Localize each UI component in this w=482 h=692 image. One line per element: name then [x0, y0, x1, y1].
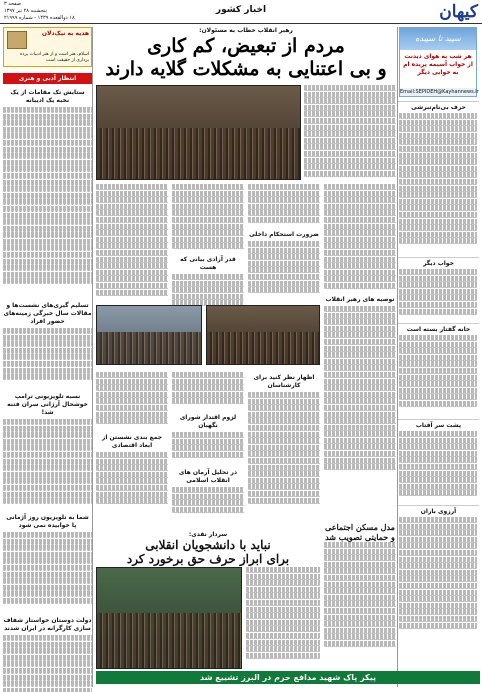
lead-text	[304, 85, 396, 180]
left-head-1: ستایش تک مقامات از یک نخبه یک ادیبانه	[10, 89, 85, 104]
text-col-1	[324, 184, 396, 481]
text-col-7	[96, 372, 168, 512]
social-housing-story	[324, 522, 396, 652]
photo-students[interactable]	[96, 567, 242, 669]
main-kicker: رهبر انقلاب خطاب به مسئولان:	[199, 27, 293, 34]
naqdi-text	[246, 567, 320, 667]
text-col-2	[248, 184, 320, 301]
sub-6: در تحلیل آرمان های انقلاب اسلامی	[178, 469, 238, 484]
page-header	[0, 0, 482, 24]
sepid-email[interactable]: Email:SEPIDEH@Kayhannews.ir	[400, 89, 479, 95]
naqdi-kicker: سردار نقدی:	[188, 531, 228, 538]
date-line-2: ۱۸ ذوالقعده ۱۴۳۹ - شماره ۲۱۹۹۹	[4, 15, 75, 21]
left-column	[3, 27, 93, 687]
gift-box-caption: اسلام، هنر است و از هنر ادبیات پرده برداری از حقیقت است	[20, 52, 89, 63]
gift-box	[3, 27, 92, 67]
text-col-4	[96, 184, 168, 302]
sepid-poem: هر شب به هوای دیدنت از خواب آسیمه پریده ام به خوابی دیگر	[403, 53, 473, 76]
social-housing-headline: مدل مسکن اجتماعی و حمایتی تصویب شد	[325, 522, 395, 542]
gift-box-title: هدیه به نیک‌دلان	[41, 30, 89, 37]
right-column	[397, 27, 479, 687]
naqdi-headline-2: برای ابراز حرف حق برخورد کرد	[126, 552, 290, 566]
sepid-title: سپید تا سپیده	[400, 28, 476, 50]
date-line-1: پنجشنبه ۲۸ تیر ۱۳۹۷	[4, 8, 47, 14]
naqdi-story	[96, 531, 320, 566]
page-number: صفحه ۳	[4, 1, 21, 7]
left-text-5	[3, 635, 92, 692]
date-block	[4, 1, 124, 22]
right-head-5: آرزوی باران	[398, 505, 479, 515]
newspaper-logo[interactable]: کیهان	[439, 2, 478, 22]
right-text-5	[399, 517, 477, 637]
text-col-3	[172, 184, 244, 314]
sub-3: قدر آزادی بیانی که هست	[180, 256, 236, 271]
main-photo-leader-meeting[interactable]	[96, 85, 301, 180]
right-head-4: پشت سر آفتاب	[398, 419, 479, 429]
sub-4: اظهار نظر کنید برای کارشناسان	[253, 374, 315, 389]
naqdi-headline-1: نباید با دانشجویان انقلابی	[145, 538, 271, 552]
photo-officials-1[interactable]	[96, 305, 202, 365]
left-head-4: شما به تلویزیون روز آژمانی پا خوابیده نمی شود	[6, 514, 89, 529]
left-text-3	[3, 419, 92, 509]
gift-box-image	[7, 31, 27, 49]
left-head-3: نسبه تلویزیونی ترامپ خوشحال آرژانی سران فتنه شد!	[7, 393, 88, 416]
text-col-6	[172, 372, 244, 517]
text-col-5	[248, 372, 320, 512]
left-text-2	[3, 328, 92, 388]
main-headline-line-2: و بی اعتنایی به مشکلات گلایه دارند	[105, 58, 387, 80]
sub-5: لزوم اقتدار شورای نگهبان	[179, 414, 237, 429]
section-title: اخبار کشور	[215, 5, 267, 15]
right-head-2: خواب دیگر	[398, 257, 479, 267]
right-text-1	[399, 113, 477, 253]
sepid-box	[399, 27, 477, 97]
left-red-heading: انتظار آدبی و هنری	[3, 73, 92, 84]
left-text-1	[3, 107, 92, 297]
main-headline-line-1: مردم از تبعیض، کم کاری	[147, 35, 345, 57]
bottom-banner: پیکر پاک شهید مدافع حرم در البرز تشییع شد	[96, 671, 480, 684]
right-head-1: حرف بی‌نام‌تبرشی	[398, 101, 479, 111]
right-head-3: خانه گفتار بسته است	[398, 323, 479, 333]
left-head-5: دولت دوستان خواستار شفاف سازی کارگرانه در ایران شدند	[3, 617, 92, 632]
right-text-3	[399, 335, 477, 415]
sub-2: ضرورت استحکام داخلی	[249, 231, 319, 238]
right-text-2	[399, 269, 477, 319]
sub-1: توصیه های رهبر انقلاب	[325, 296, 395, 303]
left-head-2: تسلیم گیری‌های نشست‌ها و مقالات سال خبرگی زمینه‌های حضور افراد	[3, 302, 92, 325]
left-text-4	[3, 532, 92, 612]
sub-7: جمع بندی نشستن از ابعاد اقتصادی	[101, 434, 163, 449]
right-text-4	[399, 431, 477, 501]
main-column	[96, 27, 396, 687]
photo-officials-2[interactable]	[206, 305, 320, 365]
